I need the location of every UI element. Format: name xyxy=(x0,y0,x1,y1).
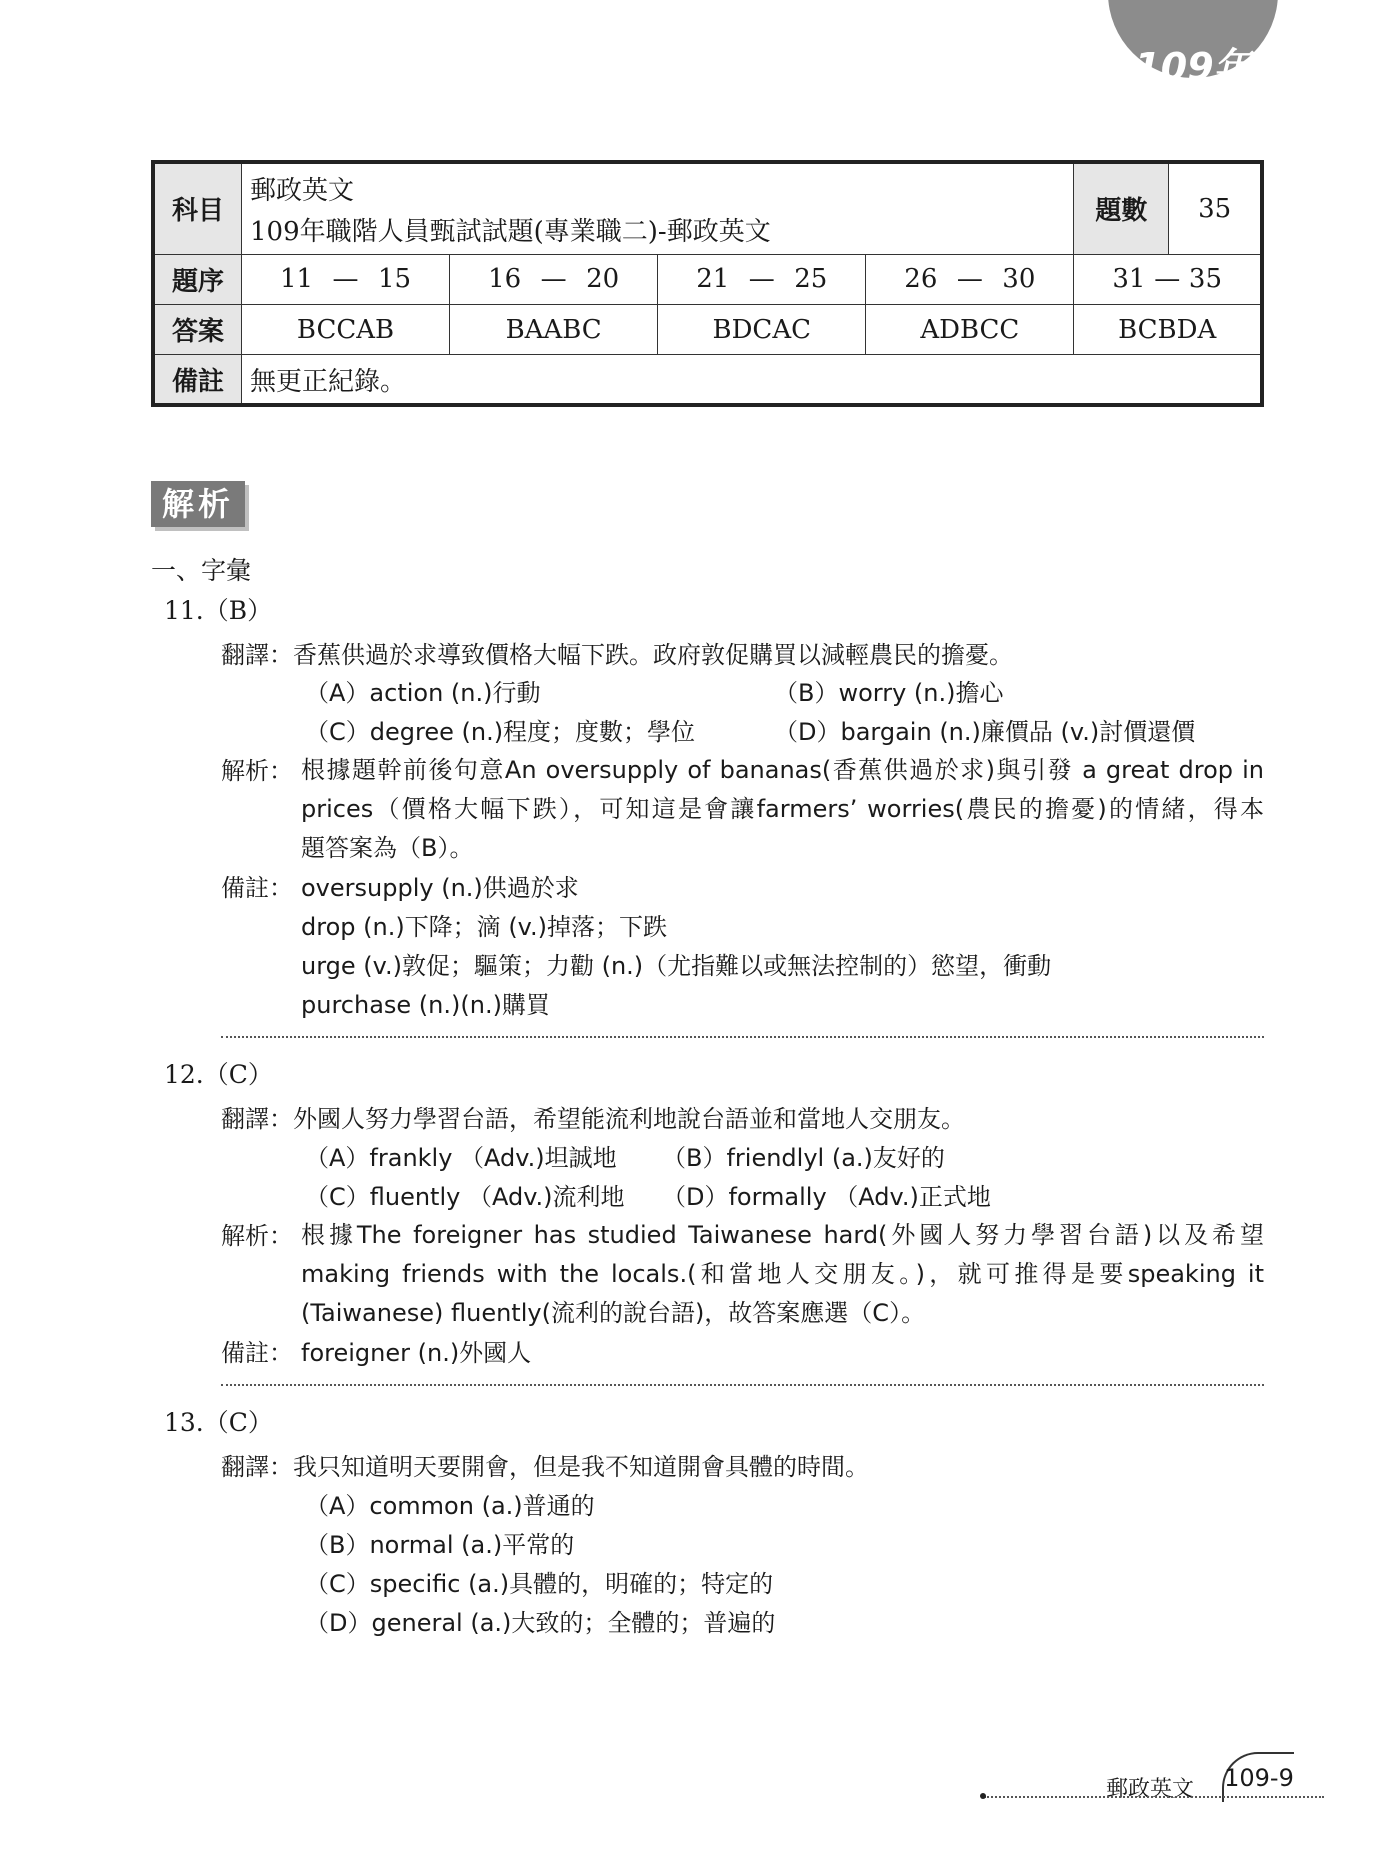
q12-analysis-label: 解析： xyxy=(221,1222,293,1250)
q12-option-b: （B）friendlyl (a.)友好的 xyxy=(662,1144,945,1172)
q12-option-a: （A）frankly （Adv.)坦誠地 xyxy=(305,1144,617,1172)
range-cell xyxy=(658,254,866,304)
q11-option-a: （A）action (n.)行動 xyxy=(305,679,541,707)
q11-option-b: （B）worry (n.)擔心 xyxy=(774,679,1004,707)
q11-note-label: 備註： xyxy=(221,874,293,902)
page-number: 109-9 xyxy=(1222,1752,1294,1802)
footer-rule xyxy=(984,1796,1324,1798)
q12-note-line: foreigner (n.)外國人 xyxy=(301,1339,532,1367)
answer-table xyxy=(151,160,1264,407)
range-dash: — xyxy=(332,264,359,295)
table-row xyxy=(153,254,1262,304)
table-row xyxy=(153,162,1262,254)
q12-option-d: （D）formally （Adv.)正式地 xyxy=(662,1183,991,1211)
year-tab xyxy=(1108,0,1278,89)
q11-option-c: （C）degree (n.)程度；度數；學位 xyxy=(305,718,696,746)
q12-analysis-line: (Taiwanese) fluently(流利的說台語)，故答案應選（C）。 xyxy=(301,1299,926,1327)
divider xyxy=(221,1036,1264,1038)
q11-note-line: urge (v.)敦促；驅策；力勸 (n.)（尤指難以或無法控制的）慾望，衝動 xyxy=(301,952,1052,980)
answer-label: 答案 xyxy=(153,305,242,355)
answer-cell: BCCAB xyxy=(242,305,450,355)
q11-analysis xyxy=(301,751,1264,868)
subject-cell xyxy=(242,162,1074,254)
q13-option-c: （C）specific (a.)具體的，明確的；特定的 xyxy=(305,1570,774,1598)
range-cell xyxy=(450,254,658,304)
table-row xyxy=(153,305,1262,355)
range-to: 25 xyxy=(794,264,828,295)
q12-translation: 翻譯：外國人努力學習台語，希望能流利地說台語並和當地人交朋友。 xyxy=(221,1105,965,1133)
range-to: 20 xyxy=(586,264,620,295)
divider xyxy=(221,1384,1264,1386)
q13-option-d: （D）general (a.)大致的；全體的；普遍的 xyxy=(305,1609,776,1637)
answer-cell: ADBCC xyxy=(866,305,1074,355)
footer-dot xyxy=(980,1793,986,1799)
q11-number: 11.（B） xyxy=(164,596,273,625)
q11-note-line: purchase (n.)(n.)購買 xyxy=(301,991,550,1019)
range-to: 30 xyxy=(1002,264,1036,295)
q11-option-d: （D）bargain (n.)廉價品 (v.)討價還價 xyxy=(774,718,1196,746)
range-dash: — xyxy=(540,264,567,295)
q12-analysis-line: 根據The foreigner has studied Taiwanese hard(外國人努力學習台語)以及希望 xyxy=(301,1221,1264,1249)
q11-analysis-line: 題答案為（B）。 xyxy=(301,834,474,862)
note-value: 無更正紀錄。 xyxy=(242,355,1263,405)
table-row xyxy=(153,355,1262,405)
range-to: 35 xyxy=(1188,264,1222,295)
range-from: 16 xyxy=(488,264,522,295)
range-from: 31 xyxy=(1112,264,1146,295)
range-cell xyxy=(1074,254,1262,304)
subject-line1: 郵政英文 xyxy=(250,175,355,206)
range-from: 26 xyxy=(904,264,938,295)
q11-note-line: drop (n.)下降；滴 (v.)掉落；下跌 xyxy=(301,913,668,941)
q11-analysis-line: prices（價格大幅下跌），可知這是會讓farmers’ worries(農民的擔憂)的情緒，得本 xyxy=(301,795,1264,823)
q12-number: 12.（C） xyxy=(164,1060,273,1089)
q12-analysis xyxy=(301,1216,1264,1333)
range-cell xyxy=(866,254,1074,304)
q12-option-c: （C）fluently （Adv.)流利地 xyxy=(305,1183,625,1211)
answer-cell: BDCAC xyxy=(658,305,866,355)
range-dash: — xyxy=(1154,264,1181,295)
count-label: 題數 xyxy=(1074,162,1169,254)
footer-title: 郵政英文 xyxy=(1106,1777,1195,1802)
q11-analysis-label: 解析： xyxy=(221,757,293,785)
range-from: 21 xyxy=(696,264,730,295)
q11-note-line: oversupply (n.)供過於求 xyxy=(301,874,579,902)
year-tab-label: 109年 xyxy=(1134,45,1252,89)
q13-option-b: （B）normal (a.)平常的 xyxy=(305,1531,575,1559)
count-value: 35 xyxy=(1169,162,1262,254)
q13-translation: 翻譯：我只知道明天要開會，但是我不知道開會具體的時間。 xyxy=(221,1453,869,1481)
range-dash: — xyxy=(748,264,775,295)
subject-label: 科目 xyxy=(153,162,242,254)
order-label: 題序 xyxy=(153,254,242,304)
range-dash: — xyxy=(956,264,983,295)
section-title: 一、字彙 xyxy=(151,556,252,585)
answer-cell: BCBDA xyxy=(1074,305,1262,355)
note-label: 備註 xyxy=(153,355,242,405)
q12-note-label: 備註： xyxy=(221,1339,293,1367)
q13-number: 13.（C） xyxy=(164,1408,273,1437)
q11-translation: 翻譯：香蕉供過於求導致價格大幅下跌。政府敦促購買以減輕農民的擔憂。 xyxy=(221,641,1013,669)
range-cell xyxy=(242,254,450,304)
q12-analysis-line: making friends with the locals.(和當地人交朋友。)，就可推得是要speaking it xyxy=(301,1260,1264,1288)
q13-option-a: （A）common (a.)普通的 xyxy=(305,1492,595,1520)
range-to: 15 xyxy=(378,264,412,295)
analysis-label: 解析 xyxy=(151,481,245,527)
range-from: 11 xyxy=(280,264,314,295)
answer-cell: BAABC xyxy=(450,305,658,355)
subject-line2: 109年職階人員甄試試題(專業職二)-郵政英文 xyxy=(250,216,771,247)
q11-analysis-line: 根據題幹前後句意An oversupply of bananas(香蕉供過於求)與引發 a great drop in xyxy=(301,756,1264,784)
